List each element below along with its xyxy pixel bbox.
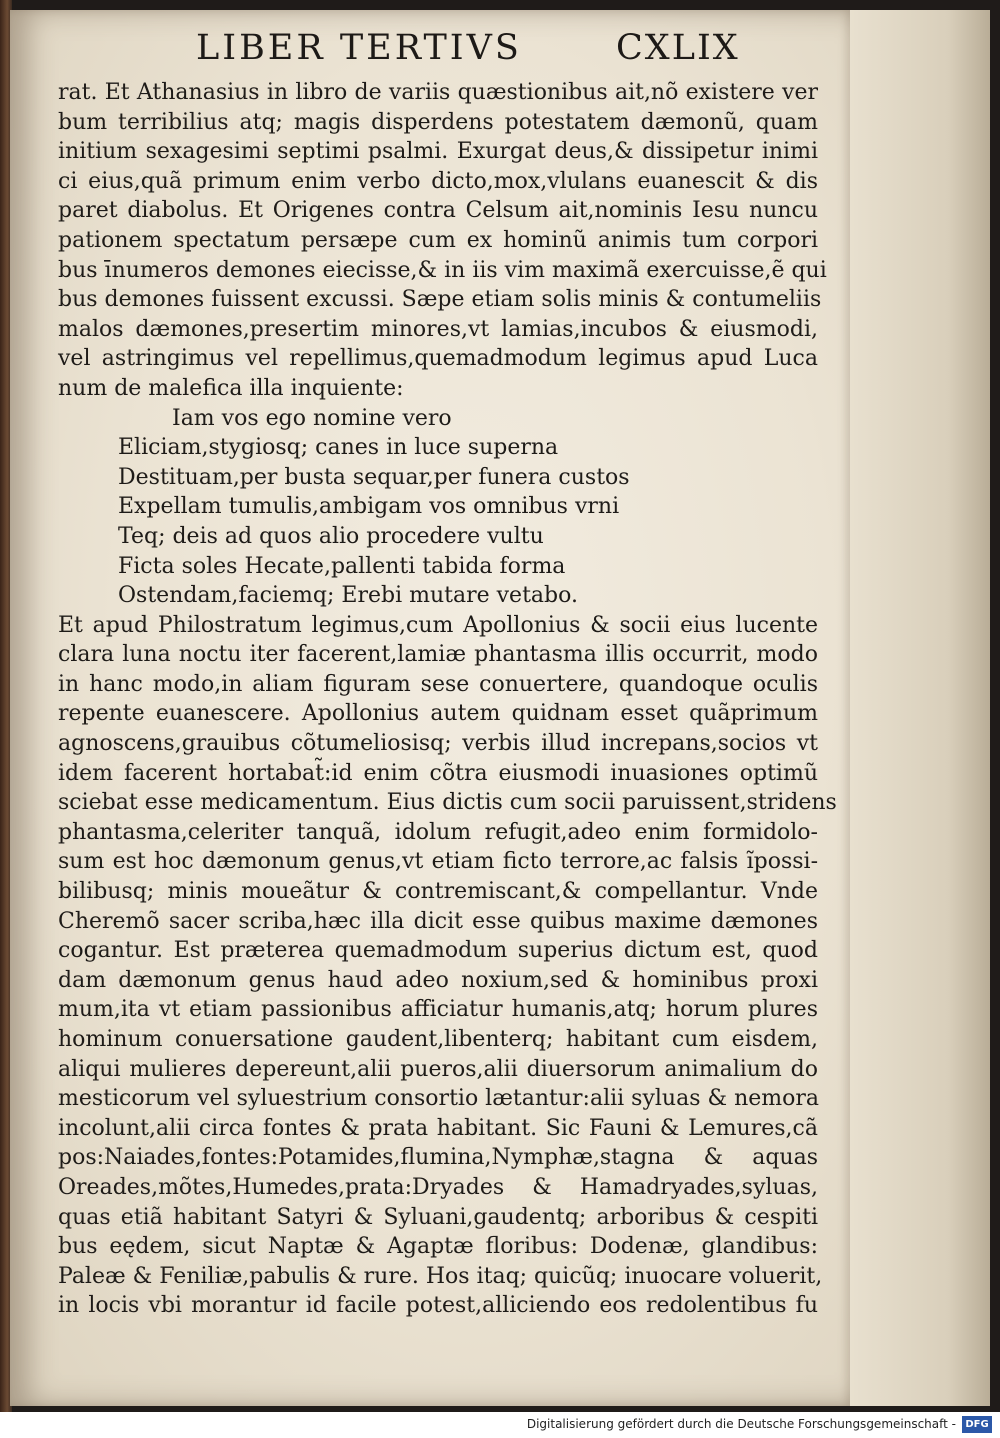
text-line: Cheremõ sacer scriba,hæc illa dicit esse quibus maxime dæmones	[58, 908, 818, 934]
text-line: quas etiã habitant Satyri & Syluani,gaudentq; arboribus & cespiti	[58, 1204, 818, 1230]
text-line: bus īnumeros demones eiecisse,& in iis vim maximã exercuisse,ẽ qui	[58, 257, 827, 283]
text-line: sciebat esse medicamentum. Eius dictis cum socii paruissent,stridens	[58, 790, 837, 816]
text-line: Oreades,mõtes,Humedes,prata:Dryades & Hamadryades,syluas,	[58, 1174, 818, 1200]
page-right-margin	[850, 10, 990, 1406]
text-line: num de malefica illa inquiente:	[58, 375, 404, 401]
text-line: pos:Naiades,fontes:Potamides,flumina,Nymphæ,stagna & aquas	[58, 1145, 818, 1171]
text-line: rat. Et Athanasius in libro de variis quæstionibus ait,nõ existere ver	[58, 80, 818, 105]
text-line: vel astringimus vel repellimus,quemadmodum legimus apud Luca	[58, 346, 818, 372]
text-line: bilibusq; minis moueãtur & contremiscant,& compellantur. Vnde	[58, 879, 818, 905]
text-line: cogantur. Est præterea quemadmodum superius dictum est, quod	[58, 938, 818, 964]
text-line: Paleæ & Feniliæ,pabulis & rure. Hos itaq; quicũq; inuocare voluerit,	[58, 1263, 823, 1289]
text-line: agnoscens,grauibus cõtumeliosisq; verbis illud increpans,socios vt	[58, 731, 818, 757]
paragraph-2	[58, 611, 837, 1321]
verse-line: Ficta soles Hecate,pallenti tabida forma	[118, 553, 566, 579]
text-line: idem facerent hortabat̃:id enim cõtra eiusmodi inuasiones optimũ	[58, 760, 818, 786]
verse-line: Ostendam,faciemq; Erebi mutare vetabo.	[118, 583, 578, 609]
paragraph-1	[58, 78, 827, 404]
dfg-logo[interactable]: DFG	[962, 1416, 992, 1433]
text-line: Et apud Philostratum legimus,cum Apollonius & socii eius lucente	[58, 612, 818, 638]
text-line: bus eędem, sicut Naptæ & Agaptæ floribus: Dodenæ, glandibus:	[58, 1234, 818, 1260]
text-line: aliqui mulieres depereunt,alii pueros,alii diuersorum animalium do	[58, 1056, 818, 1082]
text-line: hominum conuersatione gaudent,libenterq; habitant cum eisdem,	[58, 1027, 818, 1052]
verse-line: Iam vos ego nomine vero	[172, 405, 452, 431]
text-line: initium sexagesimi septimi psalmi. Exurgat deus,& dissipetur inimi	[58, 139, 818, 165]
text-line: in hanc modo,in aliam figuram sese conuertere, quandoque oculis	[58, 671, 818, 697]
text-line: sum est hoc dæmonum genus,vt etiam ficto terrore,ac falsis ĩpossi-	[58, 849, 818, 875]
verse-line: Expellam tumulis,ambigam vos omnibus vrni	[118, 494, 620, 520]
folio-number: CXLIX	[616, 28, 740, 68]
running-title: LIBER TERTIVS	[196, 28, 522, 68]
text-line: in locis vbi morantur id facile potest,alliciendo eos redolentibus fu	[58, 1293, 818, 1319]
text-line: paret diabolus. Et Origenes contra Celsum ait,nominis Iesu nuncu	[58, 198, 818, 224]
text-line: phantasma,celeriter tanquã, idolum refugit,adeo enim formidolo-	[58, 819, 818, 845]
footer-bar	[0, 1412, 1000, 1438]
text-line: bus demones fuissent excussi. Sæpe etiam solis minis & contumeliis	[58, 287, 822, 313]
verse-line: Teq; deis ad quos alio procedere vultu	[118, 523, 544, 549]
text-line: malos dæmones,presertim minores,vt lamias,incubos & eiusmodi,	[58, 316, 818, 342]
body-text	[58, 78, 837, 1321]
verse-quotation	[118, 404, 818, 611]
text-line: incolunt,alii circa fontes & prata habitant. Sic Fauni & Lemures,cã	[58, 1115, 818, 1141]
text-line: mesticorum vel syluestrium consortio lætantur:alii syluas & nemora	[58, 1086, 820, 1112]
verse-line: Destituam,per busta sequar,per funera custos	[118, 464, 630, 490]
text-line: pationem spectatum persæpe cum ex hominũ animis tum corpori	[58, 227, 818, 253]
text-line: clara luna noctu iter facerent,lamiæ phantasma illis occurrit, modo	[58, 642, 818, 668]
funding-credit: Digitalisierung gefördert durch die Deutsche Forschungsgemeinschaft -	[526, 1417, 956, 1431]
text-line: bum terribilius atq; magis disperdens potestatem dæmonũ, quam	[58, 109, 818, 135]
text-line: repente euanescere. Apollonius autem quidnam esset quãprimum	[58, 701, 818, 727]
text-line: dam dæmonum genus haud adeo noxium,sed & hominibus proxi	[58, 967, 818, 993]
text-line: ci eius,quã primum enim verbo dicto,mox,vlulans euanescit & dis	[58, 168, 818, 194]
text-line: mum,ita vt etiam passionibus afficiatur humanis,atq; horum plures	[58, 997, 818, 1023]
verse-line: Eliciam,stygiosq; canes in luce superna	[118, 435, 559, 461]
